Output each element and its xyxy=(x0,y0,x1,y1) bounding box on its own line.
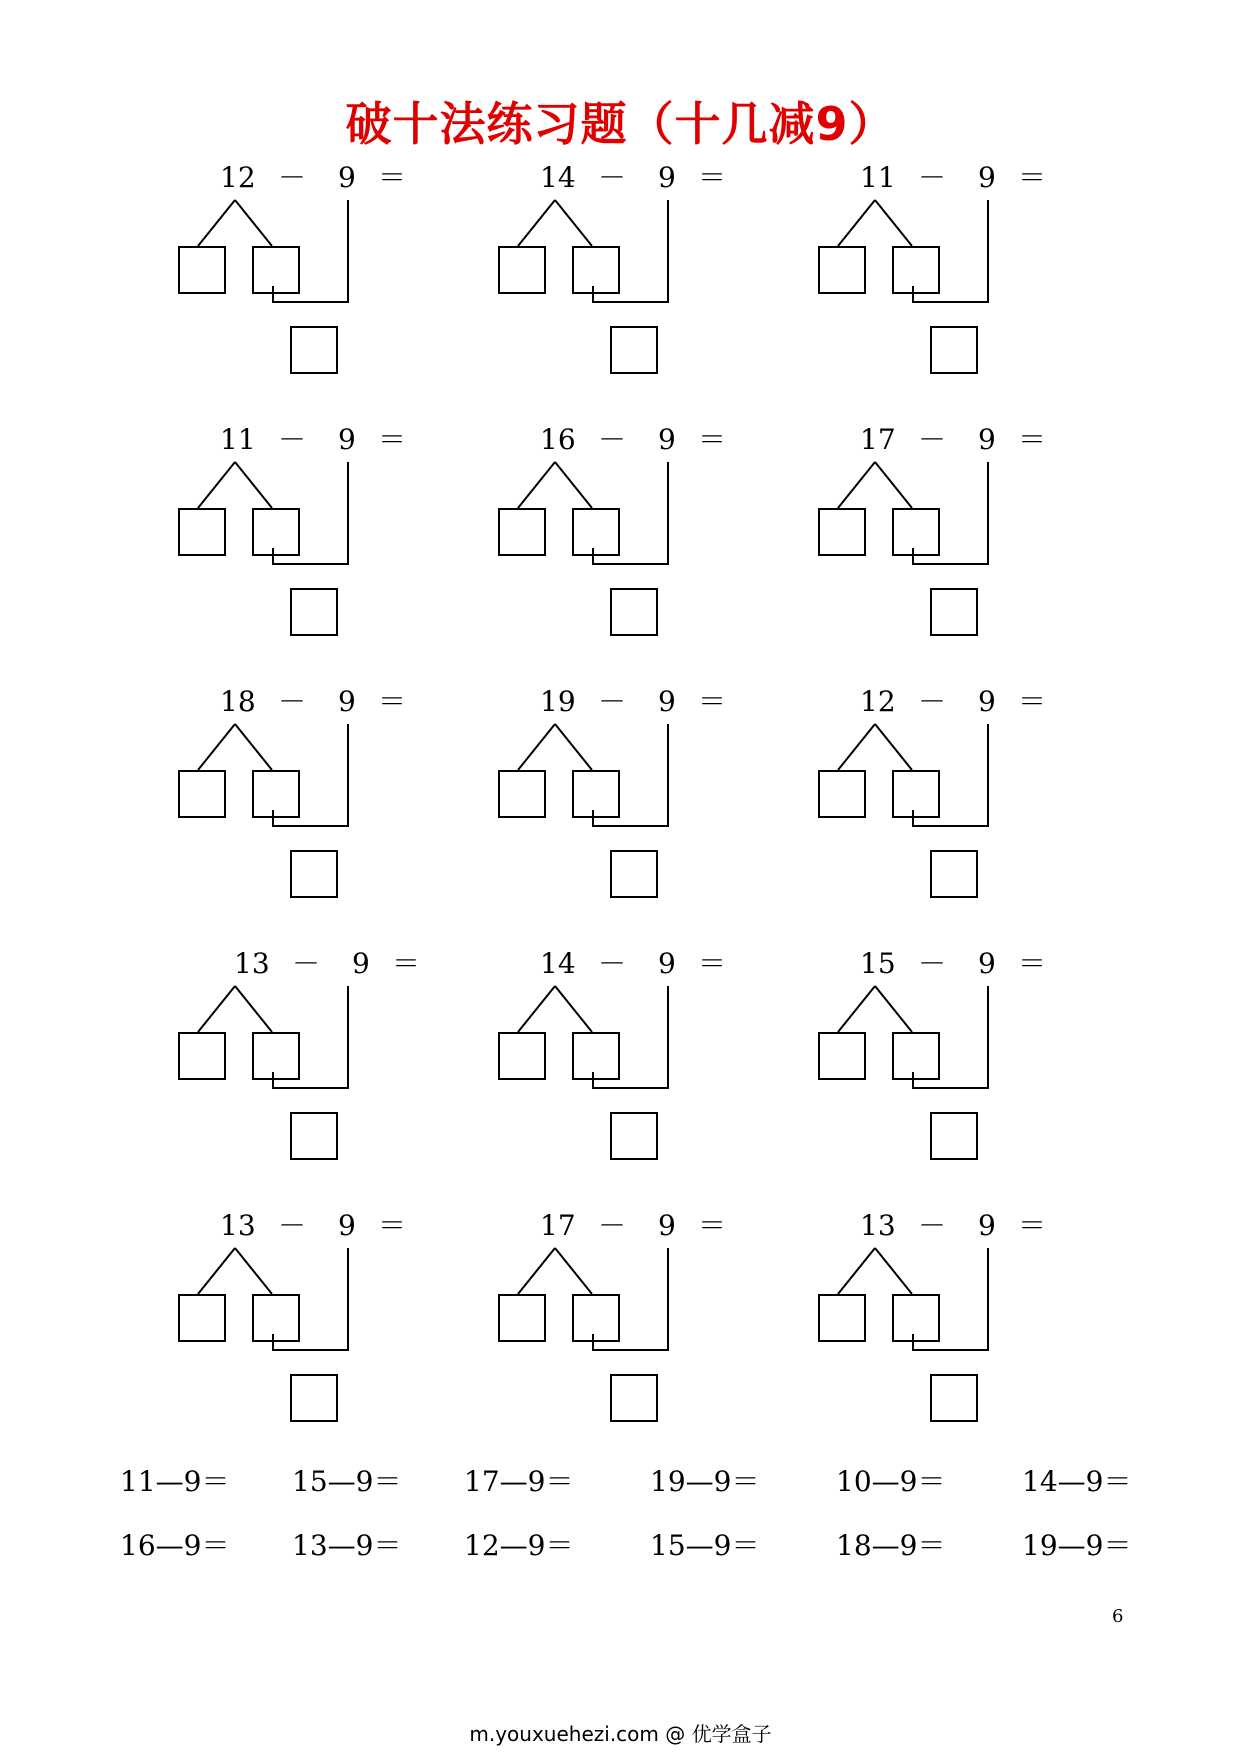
split-left-box[interactable] xyxy=(178,1032,226,1080)
split-right-box[interactable] xyxy=(892,770,940,818)
split-right-box[interactable] xyxy=(572,1294,620,1342)
split-left-box[interactable] xyxy=(498,1294,546,1342)
equals-sign: ＝ xyxy=(1018,161,1047,194)
split-right-box[interactable] xyxy=(892,508,940,556)
break-ten-problem xyxy=(810,422,1070,662)
minuend-number: 14 xyxy=(540,161,576,194)
result-box[interactable] xyxy=(930,850,978,898)
subtrahend-number: 9 xyxy=(978,947,996,980)
minus-sign: － xyxy=(918,947,947,980)
split-left-box[interactable] xyxy=(178,508,226,556)
result-box[interactable] xyxy=(290,1374,338,1422)
break-ten-problem xyxy=(170,946,430,1186)
footer-credit: m.youxuehezi.com @ 优学盒子 xyxy=(469,1722,772,1746)
minus-sign: － xyxy=(598,161,627,194)
minus-sign: － xyxy=(918,423,947,456)
split-left-box[interactable] xyxy=(178,1294,226,1342)
subtrahend-number: 9 xyxy=(978,1209,996,1242)
minus-sign: － xyxy=(292,947,321,980)
practice-equation: 19—9＝ xyxy=(1022,1529,1132,1562)
practice-equation: 11—9＝ xyxy=(120,1465,230,1498)
split-left-box[interactable] xyxy=(498,1032,546,1080)
subtrahend-number: 9 xyxy=(338,423,356,456)
equals-sign: ＝ xyxy=(698,161,727,194)
equals-sign: ＝ xyxy=(1018,423,1047,456)
minus-sign: － xyxy=(918,1209,947,1242)
split-left-box[interactable] xyxy=(818,508,866,556)
split-right-box[interactable] xyxy=(252,1294,300,1342)
split-right-box[interactable] xyxy=(572,770,620,818)
equals-sign: ＝ xyxy=(378,685,407,718)
minus-sign: － xyxy=(278,685,307,718)
minus-sign: － xyxy=(278,423,307,456)
result-box[interactable] xyxy=(610,1112,658,1160)
split-left-box[interactable] xyxy=(498,770,546,818)
minuend-number: 17 xyxy=(540,1209,576,1242)
break-ten-problem xyxy=(170,1208,430,1448)
split-right-box[interactable] xyxy=(892,1294,940,1342)
split-right-box[interactable] xyxy=(572,246,620,294)
equals-sign: ＝ xyxy=(698,423,727,456)
split-left-box[interactable] xyxy=(178,246,226,294)
break-ten-problem xyxy=(490,684,750,924)
result-box[interactable] xyxy=(610,588,658,636)
split-right-box[interactable] xyxy=(572,1032,620,1080)
equals-sign: ＝ xyxy=(1018,1209,1047,1242)
equals-sign: ＝ xyxy=(1018,947,1047,980)
break-ten-problem xyxy=(490,422,750,662)
break-ten-problem xyxy=(810,946,1070,1186)
result-box[interactable] xyxy=(610,326,658,374)
equals-sign: ＝ xyxy=(698,685,727,718)
split-left-box[interactable] xyxy=(498,508,546,556)
minus-sign: － xyxy=(598,947,627,980)
result-box[interactable] xyxy=(610,850,658,898)
practice-equation: 13—9＝ xyxy=(292,1529,402,1562)
result-box[interactable] xyxy=(930,1374,978,1422)
subtrahend-number: 9 xyxy=(658,161,676,194)
page-title: 破十法练习题（十几减9） xyxy=(345,97,896,151)
result-box[interactable] xyxy=(290,1112,338,1160)
subtrahend-number: 9 xyxy=(352,947,370,980)
split-left-box[interactable] xyxy=(818,1294,866,1342)
practice-equation: 18—9＝ xyxy=(836,1529,946,1562)
break-ten-problem xyxy=(170,160,430,400)
minuend-number: 13 xyxy=(234,947,270,980)
split-right-box[interactable] xyxy=(252,246,300,294)
practice-equation: 15—9＝ xyxy=(292,1465,402,1498)
split-right-box[interactable] xyxy=(892,246,940,294)
practice-equation: 14—9＝ xyxy=(1022,1465,1132,1498)
subtrahend-number: 9 xyxy=(338,161,356,194)
split-right-box[interactable] xyxy=(892,1032,940,1080)
minus-sign: － xyxy=(598,1209,627,1242)
split-left-box[interactable] xyxy=(818,770,866,818)
split-right-box[interactable] xyxy=(252,770,300,818)
break-ten-problem xyxy=(490,1208,750,1448)
split-right-box[interactable] xyxy=(572,508,620,556)
split-right-box[interactable] xyxy=(252,1032,300,1080)
practice-equation: 19—9＝ xyxy=(650,1465,760,1498)
break-ten-problem xyxy=(490,946,750,1186)
minus-sign: － xyxy=(918,685,947,718)
minuend-number: 16 xyxy=(540,423,576,456)
equals-sign: ＝ xyxy=(378,1209,407,1242)
practice-equation: 10—9＝ xyxy=(836,1465,946,1498)
result-box[interactable] xyxy=(930,1112,978,1160)
practice-equation: 17—9＝ xyxy=(464,1465,574,1498)
result-box[interactable] xyxy=(290,326,338,374)
split-left-box[interactable] xyxy=(818,246,866,294)
minuend-number: 18 xyxy=(220,685,256,718)
subtrahend-number: 9 xyxy=(338,685,356,718)
minus-sign: － xyxy=(598,685,627,718)
result-box[interactable] xyxy=(290,850,338,898)
page-number: 6 xyxy=(1112,1606,1124,1627)
subtrahend-number: 9 xyxy=(658,423,676,456)
subtrahend-number: 9 xyxy=(658,685,676,718)
equals-sign: ＝ xyxy=(378,423,407,456)
equals-sign: ＝ xyxy=(1018,685,1047,718)
equals-sign: ＝ xyxy=(378,161,407,194)
minuend-number: 11 xyxy=(860,161,896,194)
practice-equation: 15—9＝ xyxy=(650,1529,760,1562)
equals-sign: ＝ xyxy=(698,1209,727,1242)
minuend-number: 19 xyxy=(540,685,576,718)
minuend-number: 13 xyxy=(860,1209,896,1242)
subtrahend-number: 9 xyxy=(338,1209,356,1242)
split-right-box[interactable] xyxy=(252,508,300,556)
practice-equation: 12—9＝ xyxy=(464,1529,574,1562)
break-ten-problem xyxy=(810,1208,1070,1448)
minus-sign: － xyxy=(918,161,947,194)
subtrahend-number: 9 xyxy=(978,161,996,194)
subtrahend-number: 9 xyxy=(978,423,996,456)
minuend-number: 13 xyxy=(220,1209,256,1242)
break-ten-problem xyxy=(170,422,430,662)
subtrahend-number: 9 xyxy=(658,1209,676,1242)
break-ten-problem xyxy=(170,684,430,924)
minuend-number: 12 xyxy=(860,685,896,718)
practice-equation: 16—9＝ xyxy=(120,1529,230,1562)
minus-sign: － xyxy=(598,423,627,456)
break-ten-problem xyxy=(810,160,1070,400)
minuend-number: 11 xyxy=(220,423,256,456)
break-ten-problem xyxy=(810,684,1070,924)
equals-sign: ＝ xyxy=(698,947,727,980)
minuend-number: 14 xyxy=(540,947,576,980)
result-box[interactable] xyxy=(930,588,978,636)
break-ten-problem xyxy=(490,160,750,400)
equals-sign: ＝ xyxy=(392,947,421,980)
split-left-box[interactable] xyxy=(178,770,226,818)
subtrahend-number: 9 xyxy=(658,947,676,980)
minus-sign: － xyxy=(278,1209,307,1242)
minuend-number: 15 xyxy=(860,947,896,980)
result-box[interactable] xyxy=(610,1374,658,1422)
split-left-box[interactable] xyxy=(818,1032,866,1080)
result-box[interactable] xyxy=(290,588,338,636)
minuend-number: 17 xyxy=(860,423,896,456)
minus-sign: － xyxy=(278,161,307,194)
minuend-number: 12 xyxy=(220,161,256,194)
result-box[interactable] xyxy=(930,326,978,374)
subtrahend-number: 9 xyxy=(978,685,996,718)
split-left-box[interactable] xyxy=(498,246,546,294)
